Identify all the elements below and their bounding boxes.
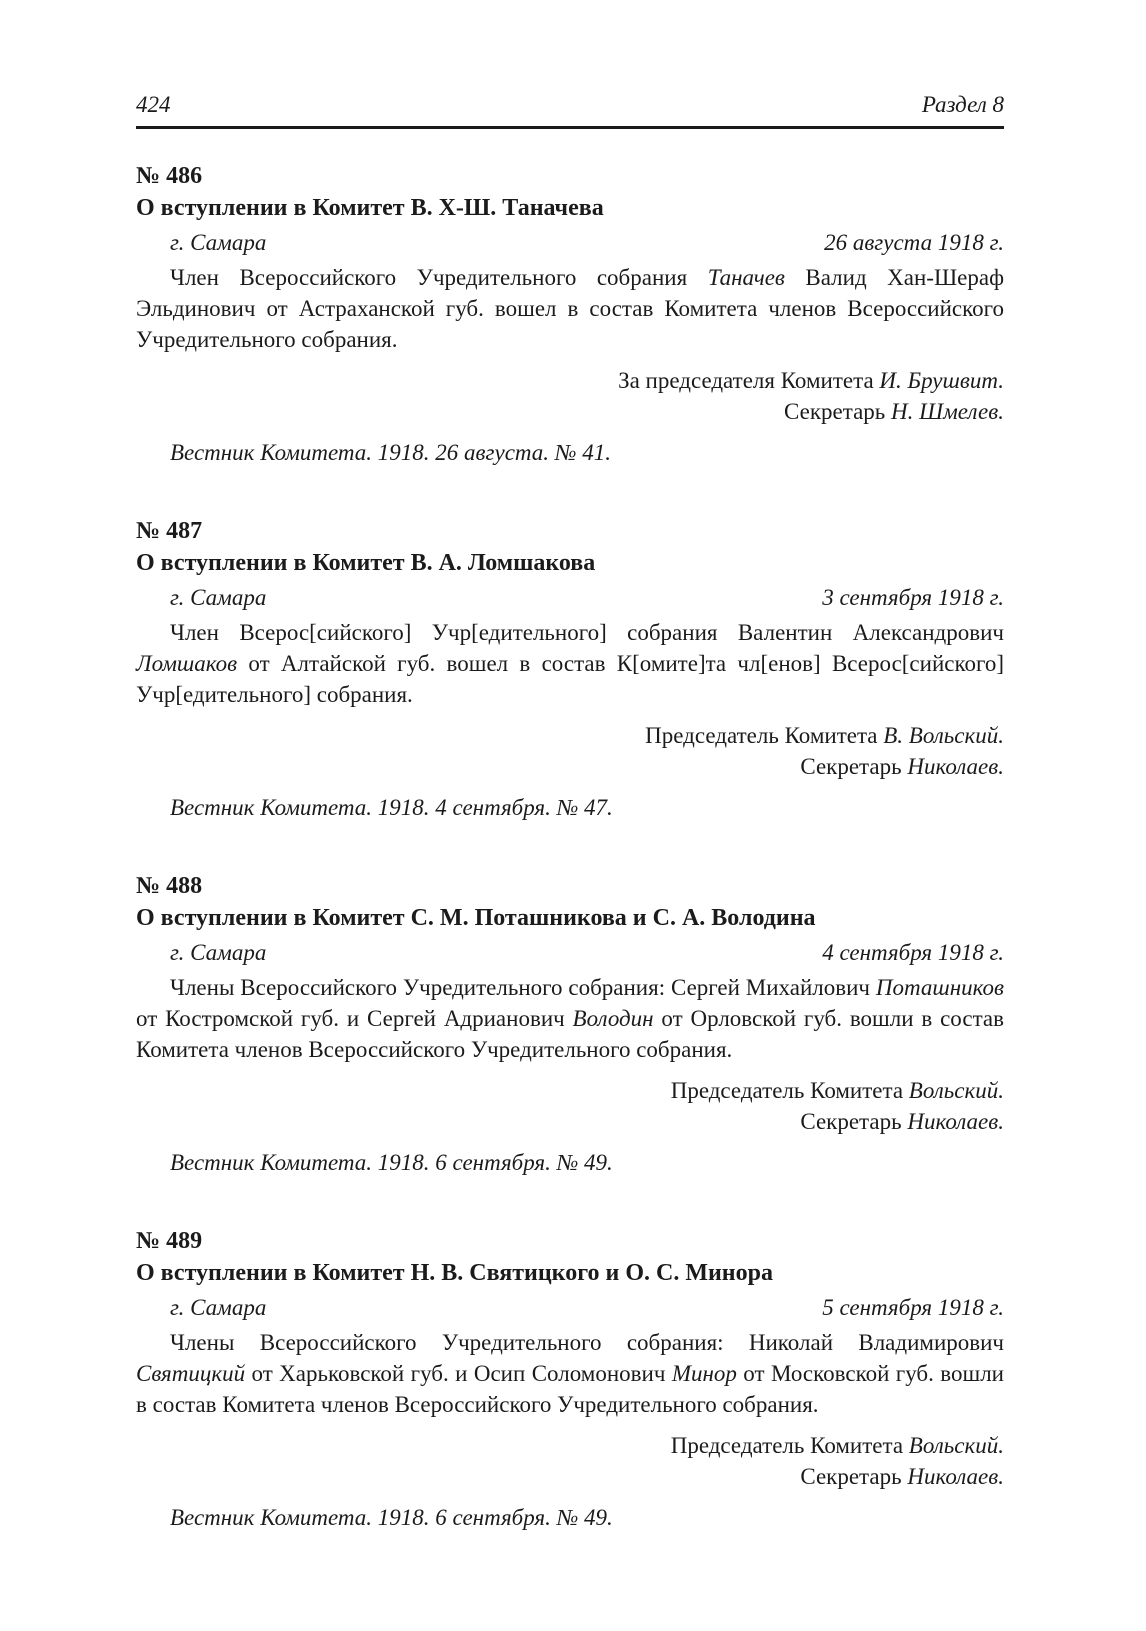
body-text: Член Всерос[сийского] Учр[едительного] собрания Валентин Александрович: [170, 620, 1004, 645]
document-title: О вступлении в Комитет Н. В. Святицкого и О. С. Минора: [136, 1260, 773, 1286]
body-text: от Харьковской губ. и Осип Соломонович: [245, 1361, 672, 1386]
signature-name: В. Вольский.: [883, 723, 1004, 748]
body-text: от Костромской губ. и Сергей Адрианович: [136, 1006, 573, 1031]
signature-role: Председатель Комитета: [645, 723, 884, 748]
body-text: Валид Хан-Шераф Эльдинович от Астраханской губ. вошел в состав Комитета членов Всероссийского Учредительного собрания.: [136, 265, 1004, 352]
document-date: 26 августа 1918 г.: [824, 230, 1004, 255]
body-name: Ломшаков: [136, 651, 238, 676]
signature-name: И. Брушвит.: [879, 368, 1004, 393]
document-source: Вестник Комитета. 1918. 26 августа. № 41.: [170, 440, 611, 465]
body-text: Члены Всероссийского Учредительного собрания: Сергей Михайлович: [170, 975, 876, 1000]
document-place: г. Самара: [170, 230, 267, 255]
document-entry: [136, 515, 1004, 823]
document-place: г. Самара: [170, 585, 267, 610]
document-entry: [136, 160, 1004, 468]
document-meta: [136, 1293, 1004, 1323]
document-number: № 489: [136, 1228, 203, 1254]
document-number: № 487: [136, 518, 203, 544]
body-text: Член Всероссийского Учредительного собрания: [170, 265, 708, 290]
signatures: [136, 1075, 1004, 1137]
document-title: О вступлении в Комитет В. Х-Ш. Таначева: [136, 195, 604, 221]
document-body: [136, 262, 1004, 355]
body-name: Поташников: [875, 975, 1004, 1000]
signature-role: Секретарь: [800, 1109, 908, 1134]
body-text: от Орловской губ. вошли в состав Комитета членов Всероссийского Учредительного собрания.: [136, 1006, 1004, 1062]
document-source: Вестник Комитета. 1918. 6 сентября. № 49.: [170, 1505, 613, 1530]
document-place: г. Самара: [170, 940, 267, 965]
document-title: О вступлении в Комитет С. М. Поташникова и С. А. Володина: [136, 905, 816, 931]
signature-role: Секретарь: [800, 754, 908, 779]
signature-line: [136, 751, 1004, 782]
signature-name: Николаев.: [907, 1464, 1004, 1489]
document-body: [136, 972, 1004, 1065]
signature-name: Николаев.: [907, 754, 1004, 779]
document-meta: [136, 938, 1004, 968]
document-number: № 488: [136, 873, 203, 899]
document-date: 5 сентября 1918 г.: [822, 1295, 1004, 1320]
signature-role: Председатель Комитета: [670, 1433, 909, 1458]
document-body: [136, 617, 1004, 710]
body-name: Святицкий: [136, 1361, 246, 1386]
page-content: [136, 160, 1004, 1580]
signature-role: Секретарь: [800, 1464, 908, 1489]
signature-line: [136, 1106, 1004, 1137]
signatures: [136, 720, 1004, 782]
body-name: Володин: [572, 1006, 654, 1031]
section-title: Раздел 8: [921, 92, 1004, 117]
document-source: Вестник Комитета. 1918. 4 сентября. № 47.: [170, 795, 613, 820]
document-number: № 486: [136, 163, 203, 189]
running-header: [136, 88, 1004, 129]
signature-role: Секретарь: [784, 399, 892, 424]
signature-name: Николаев.: [907, 1109, 1004, 1134]
signature-name: Вольский.: [908, 1078, 1004, 1103]
signatures: [136, 1430, 1004, 1492]
document-meta: [136, 583, 1004, 613]
document-entry: [136, 1225, 1004, 1533]
body-name: Минор: [671, 1361, 737, 1386]
document-date: 3 сентября 1918 г.: [822, 585, 1004, 610]
body-text: Члены Всероссийского Учредительного собрания: Николай Владимирович: [170, 1330, 1004, 1355]
signatures: [136, 365, 1004, 427]
document-body: [136, 1327, 1004, 1420]
signature-line: [136, 720, 1004, 751]
document-place: г. Самара: [170, 1295, 267, 1320]
page-number: 424: [136, 92, 171, 117]
signature-line: [136, 1430, 1004, 1461]
document-meta: [136, 228, 1004, 258]
signature-name: Вольский.: [908, 1433, 1004, 1458]
document-entry: [136, 870, 1004, 1178]
signature-line: [136, 365, 1004, 396]
signature-role: За председателя Комитета: [618, 368, 880, 393]
document-source: Вестник Комитета. 1918. 6 сентября. № 49.: [170, 1150, 613, 1175]
signature-line: [136, 1461, 1004, 1492]
signature-line: [136, 1075, 1004, 1106]
body-text: от Московской губ. вошли в состав Комитета членов Всероссийского Учредительного собрания.: [136, 1361, 1004, 1417]
body-text: от Алтайской губ. вошел в состав К[омите]та чл[енов] Всерос[сийского] Учр[едительного] собрания.: [136, 651, 1004, 707]
signature-line: [136, 396, 1004, 427]
body-name: Таначев: [707, 265, 785, 290]
signature-name: Н. Шмелев.: [891, 399, 1004, 424]
document-title: О вступлении в Комитет В. А. Ломшакова: [136, 550, 596, 576]
document-date: 4 сентября 1918 г.: [822, 940, 1004, 965]
signature-role: Председатель Комитета: [670, 1078, 909, 1103]
